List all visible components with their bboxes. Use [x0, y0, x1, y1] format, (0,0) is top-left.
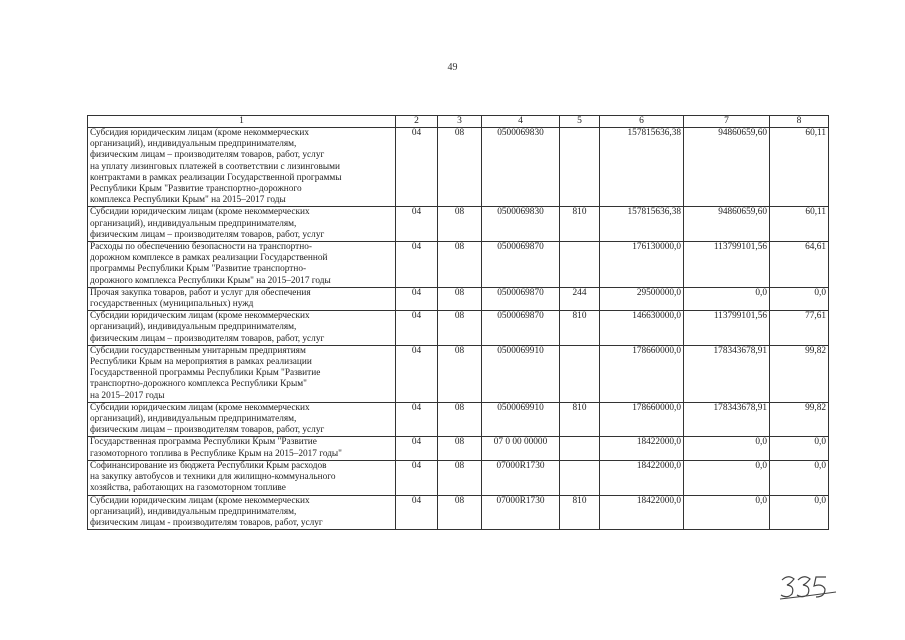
cell-target-article: 0500069870 [482, 311, 560, 346]
cell-subsection: 08 [438, 495, 482, 530]
cell-description: Субсидии юридическим лицам (кроме некоммерческих организаций), индивидуальным предпринимателям, физическим лицам – производителям товаров, работ, услуг [88, 207, 396, 242]
cell-target-article: 07000R1730 [482, 495, 560, 530]
cell-target-article: 0500069830 [482, 207, 560, 242]
cell-actual-amount: 0,0 [684, 460, 770, 495]
budget-table [87, 115, 829, 530]
table-row [88, 460, 829, 495]
cell-section: 04 [396, 287, 438, 310]
column-header: 7 [684, 116, 770, 128]
cell-actual-amount: 0,0 [684, 437, 770, 460]
cell-description: Субсидии государственным унитарным предприятиям Республики Крым на мероприятия в рамках реализации Государственной программы Республики Крым "Развитие транспортно-дорожного комплекса Республики Крым" на 2015–2017 годы [88, 345, 396, 402]
column-header: 2 [396, 116, 438, 128]
cell-description: Прочая закупка товаров, работ и услуг для обеспечения государственных (муниципальных) нужд [88, 287, 396, 310]
cell-percent: 0,0 [770, 460, 829, 495]
column-header: 5 [560, 116, 600, 128]
cell-expense-type: 244 [560, 287, 600, 310]
cell-subsection: 08 [438, 311, 482, 346]
cell-target-article: 0500069870 [482, 287, 560, 310]
cell-section: 04 [396, 345, 438, 402]
cell-actual-amount: 113799101,56 [684, 311, 770, 346]
cell-subsection: 08 [438, 460, 482, 495]
cell-subsection: 08 [438, 287, 482, 310]
table-row [88, 345, 829, 402]
cell-percent: 0,0 [770, 287, 829, 310]
cell-percent: 0,0 [770, 437, 829, 460]
cell-actual-amount: 113799101,56 [684, 242, 770, 288]
column-header: 4 [482, 116, 560, 128]
table-header-row [88, 116, 829, 128]
cell-description: Государственная программа Республики Крым "Развитие газомоторного топлива в Республике Крым на 2015–2017 годы" [88, 437, 396, 460]
cell-subsection: 08 [438, 437, 482, 460]
cell-planned-amount: 18422000,0 [600, 495, 684, 530]
cell-expense-type: 810 [560, 495, 600, 530]
cell-planned-amount: 176130000,0 [600, 242, 684, 288]
cell-planned-amount: 157815636,38 [600, 207, 684, 242]
cell-actual-amount: 0,0 [684, 287, 770, 310]
cell-target-article: 0500069910 [482, 345, 560, 402]
cell-actual-amount: 178343678,91 [684, 345, 770, 402]
cell-subsection: 08 [438, 128, 482, 207]
cell-target-article: 07000R1730 [482, 460, 560, 495]
table-row [88, 128, 829, 207]
cell-actual-amount: 178343678,91 [684, 402, 770, 437]
cell-expense-type [560, 460, 600, 495]
cell-description: Софинансирование из бюджета Республики Крым расходов на закупку автобусов и техники для жилищно-коммунального хозяйства, работающих на газомоторном топливе [88, 460, 396, 495]
cell-expense-type: 810 [560, 207, 600, 242]
cell-target-article: 0500069870 [482, 242, 560, 288]
table-row [88, 402, 829, 437]
table-row [88, 311, 829, 346]
cell-description: Расходы по обеспечению безопасности на транспортно- дорожном комплексе в рамках реализации Государственной программы Республики Крым "Развитие транспортно- дорожного комплекса Республики Крым" на 2015–2017 годы [88, 242, 396, 288]
cell-subsection: 08 [438, 207, 482, 242]
cell-planned-amount: 157815636,38 [600, 128, 684, 207]
column-header: 3 [438, 116, 482, 128]
cell-expense-type [560, 242, 600, 288]
column-header: 6 [600, 116, 684, 128]
cell-planned-amount: 18422000,0 [600, 437, 684, 460]
cell-section: 04 [396, 128, 438, 207]
cell-planned-amount: 18422000,0 [600, 460, 684, 495]
cell-percent: 99,82 [770, 345, 829, 402]
cell-section: 04 [396, 207, 438, 242]
cell-planned-amount: 178660000,0 [600, 345, 684, 402]
cell-percent: 60,11 [770, 128, 829, 207]
table-row [88, 242, 829, 288]
cell-expense-type [560, 345, 600, 402]
cell-percent: 99,82 [770, 402, 829, 437]
cell-description: Субсидии юридическим лицам (кроме некоммерческих организаций), индивидуальным предпринимателям, физическим лицам – производителям товаров, работ, услуг [88, 311, 396, 346]
table-row [88, 207, 829, 242]
cell-percent: 77,61 [770, 311, 829, 346]
column-header: 1 [88, 116, 396, 128]
cell-actual-amount: 94860659,60 [684, 128, 770, 207]
cell-planned-amount: 29500000,0 [600, 287, 684, 310]
cell-target-article: 0500069910 [482, 402, 560, 437]
cell-description: Субсидии юридическим лицам (кроме некоммерческих организаций), индивидуальным предпринимателям, физическим лицам – производителям товаров, работ, услуг [88, 402, 396, 437]
column-header: 8 [770, 116, 829, 128]
cell-section: 04 [396, 460, 438, 495]
cell-section: 04 [396, 402, 438, 437]
cell-percent: 60,11 [770, 207, 829, 242]
cell-description: Субсидия юридическим лицам (кроме некоммерческих организаций), индивидуальным предпринимателям, физическим лицам – производителям товаров, работ, услуг на уплату лизинговых платежей в соответствии с лизинговыми контрактами в рамках реализации Государственной программы Республики Крым "Развитие транспортно-дорожного комплекса Республики Крым" на 2015–2017 годы [88, 128, 396, 207]
cell-target-article: 0500069830 [482, 128, 560, 207]
table-row [88, 495, 829, 530]
cell-expense-type [560, 128, 600, 207]
cell-planned-amount: 178660000,0 [600, 402, 684, 437]
table-row [88, 437, 829, 460]
cell-expense-type: 810 [560, 311, 600, 346]
cell-section: 04 [396, 242, 438, 288]
cell-section: 04 [396, 311, 438, 346]
cell-subsection: 08 [438, 345, 482, 402]
cell-section: 04 [396, 437, 438, 460]
page-number: 49 [447, 62, 458, 73]
cell-planned-amount: 146630000,0 [600, 311, 684, 346]
cell-section: 04 [396, 495, 438, 530]
cell-percent: 64,61 [770, 242, 829, 288]
cell-percent: 0,0 [770, 495, 829, 530]
table-row [88, 287, 829, 310]
cell-target-article: 07 0 00 00000 [482, 437, 560, 460]
table-body [88, 128, 829, 530]
cell-actual-amount: 0,0 [684, 495, 770, 530]
cell-expense-type [560, 437, 600, 460]
cell-description: Субсидии юридическим лицам (кроме некоммерческих организаций), индивидуальным предпринимателям, физическим лицам - производителям товаров, работ, услуг [88, 495, 396, 530]
cell-subsection: 08 [438, 402, 482, 437]
cell-subsection: 08 [438, 242, 482, 288]
cell-actual-amount: 94860659,60 [684, 207, 770, 242]
handwritten-signature-mark [778, 572, 838, 602]
cell-expense-type: 810 [560, 402, 600, 437]
